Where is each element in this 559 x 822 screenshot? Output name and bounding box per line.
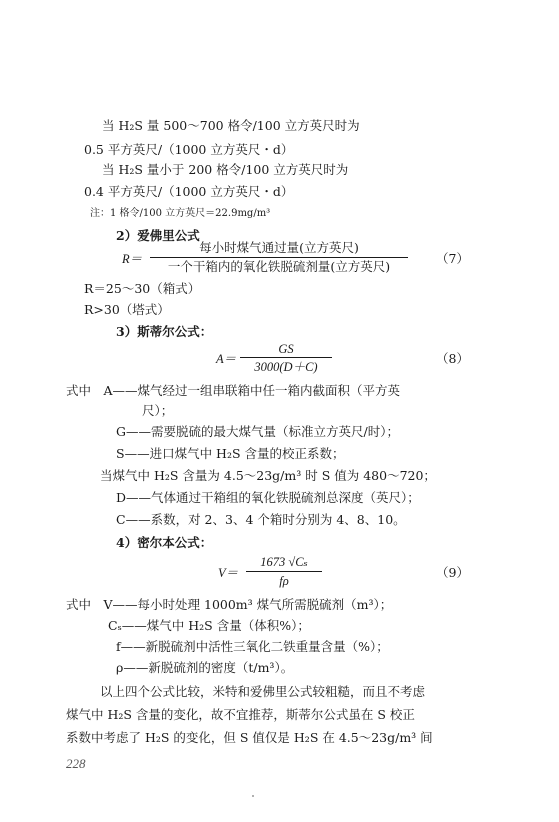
text-line: R>30（塔式） xyxy=(84,302,170,317)
text-line: 当 H₂S 量 500～700 格令/100 立方英尺时为 xyxy=(102,118,360,133)
equation-numerator: GS xyxy=(278,342,294,356)
text-line: 式中 V——每小时处理 1000m³ 煤气所需脱硫剂（m³）； xyxy=(66,597,393,612)
paragraph-line: 煤气中 H₂S 含量的变化，故不宜推荐，斯蒂尔公式虽在 S 校正 xyxy=(66,707,415,722)
text-line: f——新脱硫剂中活性三氧化二铁重量含量（%）； xyxy=(116,639,389,654)
scan-speck xyxy=(252,795,254,797)
text-line: 式中 A——煤气经过一组串联箱中任一箱内截面积（平方英 xyxy=(66,383,401,398)
text-line: 0.5 平方英尺/（1000 立方英尺・d） xyxy=(84,142,294,157)
text-line: Cₛ——煤气中 H₂S 含量（体积%）； xyxy=(108,618,310,633)
equation-numerator: 每小时煤气通过量(立方英尺) xyxy=(199,240,359,255)
text-line: C——系数，对 2、3、4 个箱时分别为 4、8、10。 xyxy=(116,512,406,527)
equation-numerator: 1673 √Cₛ xyxy=(260,555,308,569)
fraction-bar xyxy=(240,357,332,358)
text-line: S——进口煤气中 H₂S 含量的校正系数； xyxy=(116,446,345,461)
equation-number: （9） xyxy=(436,565,469,580)
equation-lhs: R＝ xyxy=(122,252,143,266)
subheading: 3）斯蒂尔公式： xyxy=(116,324,213,339)
text-line: G——需要脱硫的最大煤气量（标准立方英尺/时）； xyxy=(116,424,399,439)
fraction-bar xyxy=(150,257,408,258)
equation-denominator: 3000(D＋C) xyxy=(254,360,318,374)
subheading: 4）密尔本公式： xyxy=(116,535,213,550)
text-line: D——气体通过干箱组的氧化铁脱硫剂总深度（英尺）； xyxy=(116,490,420,505)
equation-denominator: 一个干箱内的氧化铁脱硫剂量(立方英尺) xyxy=(167,259,391,274)
text-line: R＝25～30（箱式） xyxy=(84,281,201,296)
subheading: 2）爱佛里公式 xyxy=(116,228,200,243)
equation-lhs: A＝ xyxy=(216,352,237,366)
text-line: ρ——新脱硫剂的密度（t/m³）。 xyxy=(116,660,294,675)
text-line: 尺）； xyxy=(142,403,174,418)
paragraph-line: 系数中考虑了 H₂S 的变化，但 S 值仅是 H₂S 在 4.5～23g/m³ 间 xyxy=(66,730,433,745)
text-line: 当煤气中 H₂S 含量为 4.5～23g/m³ 时 S 值为 480～720； xyxy=(100,468,436,483)
text-line: 0.4 平方英尺/（1000 立方英尺・d） xyxy=(84,184,294,199)
footnote: 注：1 格令/100 立方英尺＝22.9mg/m³ xyxy=(90,208,271,219)
equation-denominator: fρ xyxy=(279,574,289,588)
page-number: 228 xyxy=(66,756,86,771)
text-line: 当 H₂S 量小于 200 格令/100 立方英尺时为 xyxy=(102,162,349,177)
equation-number: （7） xyxy=(436,251,469,266)
equation-number: （8） xyxy=(436,351,469,366)
paragraph-line: 以上四个公式比较，米特和爱佛里公式较粗糙，而且不考虑 xyxy=(100,684,426,699)
fraction-bar xyxy=(246,571,322,572)
equation-lhs: V＝ xyxy=(218,566,239,580)
